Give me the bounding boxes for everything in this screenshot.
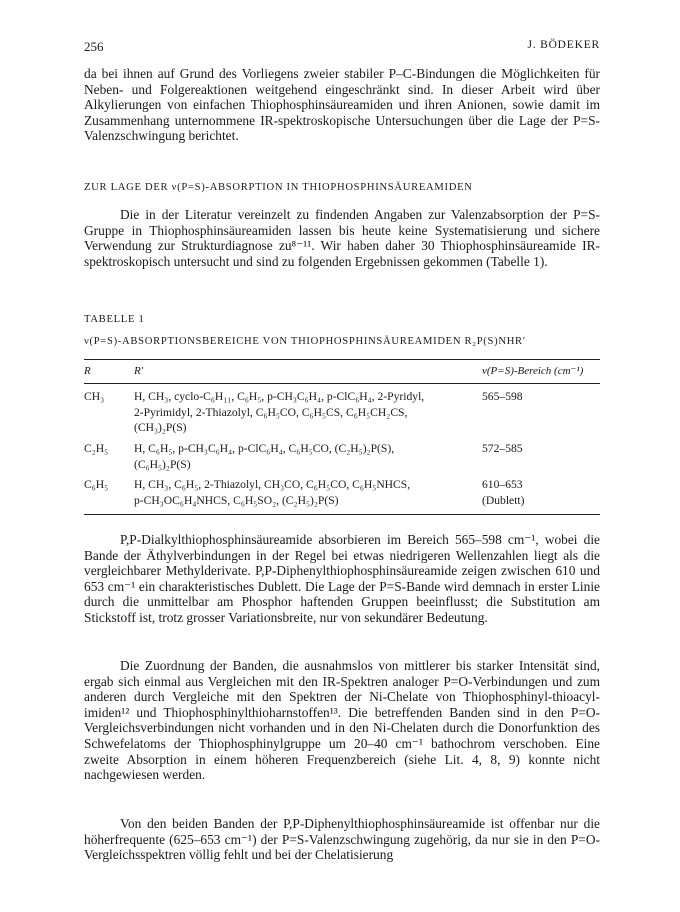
row-ch3-range: 565–598: [482, 390, 523, 403]
column-header-r: R: [84, 365, 91, 377]
row-c6h5-r-prime-2: p-CH₃OC₆H₄NHCS, C₆H₅SO₂, (C₂H₅)₂P(S): [134, 493, 339, 507]
row-c6h5-r: C₆H₅: [84, 478, 109, 491]
running-header: [84, 39, 600, 57]
paragraph-assignment: Die Zuordnung der Banden, die ausnahmslos von mittlerer bis starker Intensität sind, ergab sich einmal aus Vergleichen mit den IR-Spektren analoger P=O-Verbindungen und zum anderen durch Vergleiche mit den Spektren der Ni-Chelate von Thiophosphinyl-thioacyl-imiden¹² und Thiophosphinylthioharnstoffen¹³. Die betreffenden Banden sind in den P=O-Vergleichsverbindungen nicht vorhanden und in den Ni-Chelaten durch die Donorfunktion des Schwefelatoms der Thiophosphinylgruppe um 20–40 cm⁻¹ bathochrom verschoben. Eine zweite Absorption in einem höheren Frequenzbereich (siehe Lit. 4, 8, 9) konnte nicht nachgewiesen werden.: [84, 658, 600, 783]
row-c6h5-r-prime-1: H, CH₃, C₆H₅, 2-Thiazolyl, CH₃CO, C₆H₅CO, C₆H₅NHCS,: [134, 478, 411, 491]
row-c2h5-r: C₂H₅: [84, 442, 109, 455]
row-ch3-r: CH₃: [84, 390, 105, 403]
table-label: TABELLE 1: [84, 314, 145, 325]
row-c6h5-range-1: 610–653: [482, 478, 523, 491]
column-header-range: ν(P=S)-Bereich (cm⁻¹): [482, 365, 584, 377]
paragraph-diphenyl: Von den beiden Banden der P,P-Diphenylthiophosphinsäureamide ist offenbar nur die höherfrequente (625–653 cm⁻¹) der P=S-Valenzschwingung zugehörig, da nur sie in den P=O-Vergleichsspektren völlig fehlt und bei der Chelatisierung: [84, 816, 600, 863]
row-ch3-r-prime-1: H, CH₃, cyclo-C₆H₁₁, C₆H₅, p-CH₃C₆H₄, p-ClC₆H₄, 2-Pyridyl,: [134, 390, 425, 403]
row-c6h5-range-2: (Dublett): [482, 493, 525, 507]
paragraph-dialkyl: P,P-Dialkylthiophosphinsäureamide absorbieren im Bereich 565–598 cm⁻¹, wobei die Bande der Äthylverbindungen in der Regel bei etwas niedrigeren Wellenzahlen liegt als die vergleichbarer Methylderivate. P,P-Diphenylthiophosphinsäureamide zeigen zwischen 610 und 653 cm⁻¹ ein charakteristisches Dublett. Die Lage der P=S-Bande wird demnach in erster Linie durch die unmittelbar am Phosphor haftenden Gruppen beeinflusst; die Substitution am Stickstoff ist, trotz grosser Variationsbreite, nur von sekundärer Bedeutung.: [84, 532, 600, 625]
paragraph-literature: Die in der Literatur vereinzelt zu findenden Angaben zur Valenzabsorption der P=S-Gruppe in Thiophosphinsäureamiden lassen bis heute keine Systematisierung und sichere Verwendung zur Strukturdiagnose zu⁸⁻¹¹. Wir haben daher 30 Thiophosphinsäureamide IR-spektroskopisch untersucht und sind zu folgenden Ergebnissen gekommen (Tabelle 1).: [84, 207, 600, 269]
table-bottom-rule: [84, 514, 600, 515]
row-ch3-r-prime-3: (CH₃)₂P(S): [134, 421, 187, 434]
intro-paragraph: da bei ihnen auf Grund des Vorliegens zweier stabiler P–C-Bindungen die Möglichkeiten für Neben- und Folgereaktionen weitgehend eingeschränkt sind. In dieser Arbeit wird über Alkylierungen von einfachen Thiophosphinsäureamiden und ihren Anionen, sowie damit im Zusammenhang unternommene IR-spektroskopische Untersuchungen über die Lage der P=S-Valenzschwingung berichtet.: [84, 66, 600, 144]
column-header-r-prime: R′: [134, 365, 144, 377]
table-top-rule: [84, 359, 600, 360]
page-number: 256: [84, 39, 104, 54]
author-header: J. BÖDEKER: [527, 39, 600, 51]
section-heading: ZUR LAGE DER ν(P=S)-ABSORPTION IN THIOPHOSPHINSÄUREAMIDEN: [84, 182, 473, 193]
row-ch3-r-prime-2: 2-Pyrimidyl, 2-Thiazolyl, C₆H₅CO, C₆H₅CS, C₆H₅CH₂CS,: [134, 405, 408, 419]
row-c2h5-range: 572–585: [482, 442, 523, 455]
row-c2h5-r-prime-2: (C₆H₅)₂P(S): [134, 457, 191, 471]
table-header-rule: [84, 383, 600, 384]
data-table: [84, 359, 600, 517]
table-caption: ν(P=S)-ABSORPTIONSBEREICHE VON THIOPHOSPHINSÄUREAMIDEN R₂P(S)NHR′: [84, 336, 526, 347]
row-c2h5-r-prime-1: H, C₆H₅, p-CH₃C₆H₄, p-ClC₆H₄, C₆H₅CO, (C₂H₅)₂P(S),: [134, 442, 395, 455]
